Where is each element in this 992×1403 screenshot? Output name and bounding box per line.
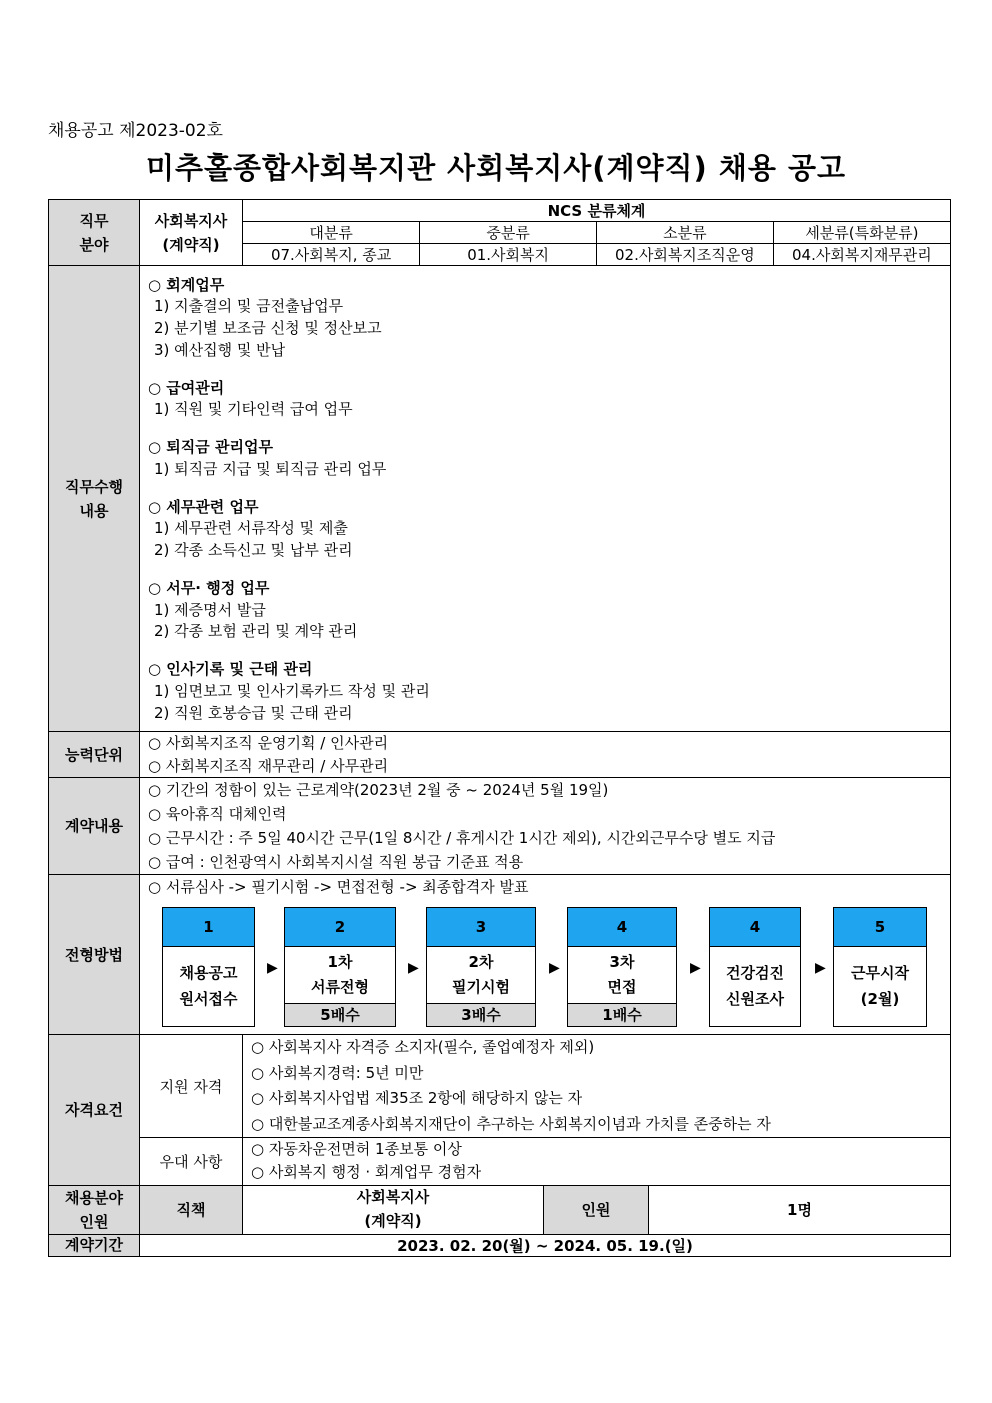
duties-row	[49, 266, 951, 732]
process-steps	[140, 875, 950, 1024]
support-content	[243, 1035, 951, 1138]
count-label: 인원	[544, 1185, 649, 1234]
ncs-header-minor: 소분류	[597, 222, 774, 244]
duty-item: 1) 퇴직금 지급 및 퇴직금 관리 업무	[154, 459, 387, 478]
ability-label: 능력단위	[49, 732, 140, 778]
step-line: 필기시험	[452, 978, 510, 996]
duty-item: 1) 제증명서 발급	[154, 600, 266, 619]
duty-item: 1) 세무관련 서류작성 및 제출	[154, 519, 348, 538]
step-line: 신원조사	[726, 989, 784, 1008]
period-label: 계약기간	[49, 1234, 140, 1256]
headcount-row	[49, 1185, 951, 1234]
step-line: 원서접수	[179, 989, 238, 1008]
step-number: 3	[427, 908, 535, 947]
position-value: 사회복지사 (계약직)	[243, 1185, 544, 1234]
step-number: 2	[285, 908, 395, 947]
contract-label: 계약내용	[49, 778, 140, 875]
step-line: 2차	[468, 952, 494, 971]
process-label: 전형방법	[49, 875, 140, 1035]
step-number: 5	[834, 908, 926, 947]
job-title-cell: 사회복지사 (계약직)	[140, 200, 243, 266]
step-5	[709, 907, 801, 1027]
support-item: ○ 사회복지경력: 5년 미만	[251, 1063, 424, 1082]
duty-section-head: ○ 서무· 행정 업무	[148, 578, 270, 597]
preference-item: ○ 사회복지 행정 · 회계업무 경험자	[251, 1163, 482, 1182]
step-6	[833, 907, 927, 1027]
step-line: 근무시작	[851, 964, 909, 982]
duty-item: 2) 각종 보험 관리 및 계약 관리	[154, 622, 358, 641]
process-row	[49, 875, 951, 1035]
ability-row	[49, 732, 951, 778]
duty-section-head: ○ 급여관리	[148, 378, 225, 397]
step-1	[162, 907, 255, 1027]
ncs-header-detail: 세분류(특화분류)	[773, 222, 950, 244]
step-line: 1차	[327, 952, 353, 971]
ability-content	[140, 732, 951, 778]
preference-row	[49, 1138, 951, 1186]
duty-item: 3) 예산집행 및 반납	[154, 340, 286, 359]
arrow-icon: ▶	[690, 960, 701, 976]
contract-row	[49, 778, 951, 875]
ncs-value-middle: 01.사회복지	[420, 244, 597, 266]
duties-label: 직무수행 내용	[49, 266, 140, 732]
step-line: 채용공고	[179, 964, 238, 982]
duty-section-head: ○ 회계업무	[148, 275, 225, 294]
qualification-label: 자격요건	[49, 1035, 140, 1186]
arrow-icon: ▶	[408, 960, 419, 976]
ability-item: ○ 사회복지조직 재무관리 / 사무관리	[148, 756, 389, 775]
process-content	[140, 875, 951, 1035]
arrow-icon: ▶	[267, 960, 278, 976]
step-3	[426, 907, 536, 1027]
step-number: 4	[710, 908, 800, 947]
duty-item: 1) 직원 및 기타인력 급여 업무	[154, 400, 353, 419]
step-2	[284, 907, 396, 1027]
preference-label: 우대 사항	[140, 1138, 243, 1186]
ncs-classification	[243, 200, 951, 266]
step-multiplier: 5배수	[285, 1003, 395, 1026]
ncs-value-detail: 04.사회복지재무관리	[773, 244, 950, 266]
ncs-value-minor: 02.사회복지조직운영	[597, 244, 774, 266]
step-number: 1	[163, 908, 254, 947]
duty-item: 1) 지출결의 및 금전출납업무	[154, 297, 344, 316]
period-value: 2023. 02. 20(월) ~ 2024. 05. 19.(일)	[140, 1234, 951, 1256]
contract-item: ○ 육아휴직 대체인력	[148, 805, 287, 823]
period-row	[49, 1234, 951, 1256]
support-item: ○ 대한불교조계종사회복지재단이 추구하는 사회복지이념과 가치를 존중하는 자	[251, 1114, 771, 1133]
step-4	[567, 907, 677, 1027]
step-line: 서류전형	[311, 978, 369, 996]
step-line: 3차	[609, 952, 635, 971]
process-summary: ○ 서류심사 -> 필기시험 -> 면접전형 -> 최종합격자 발표	[148, 878, 529, 896]
contract-item: ○ 기간의 정함이 있는 근로계약(2023년 2월 중 ~ 2024년 5월 19일)	[148, 781, 609, 799]
job-field-row	[49, 200, 951, 266]
duty-item: 2) 각종 소득신고 및 납부 관리	[154, 541, 353, 560]
preference-content	[243, 1138, 951, 1186]
arrow-icon: ▶	[549, 960, 560, 976]
duty-section-head: ○ 퇴직금 관리업무	[148, 438, 273, 457]
count-value: 1명	[649, 1185, 951, 1234]
contract-content	[140, 778, 951, 875]
step-line: 면접	[607, 978, 637, 996]
headcount-label: 채용분야 인원	[49, 1185, 140, 1234]
qualification-row	[49, 1035, 951, 1138]
support-item: ○ 사회복지사 자격증 소지자(필수, 졸업예정자 제외)	[251, 1038, 595, 1056]
ncs-header-middle: 중분류	[420, 222, 597, 244]
job-field-label: 직무 분야	[49, 200, 140, 266]
duty-item: 1) 임면보고 및 인사기록카드 작성 및 관리	[154, 681, 430, 700]
support-label: 지원 자격	[140, 1035, 243, 1138]
step-line: (2월)	[860, 989, 900, 1008]
contract-item: ○ 급여 : 인천광역시 사회복지시설 직원 봉급 기준표 적용	[148, 853, 524, 871]
duty-item: 2) 분기별 보조금 신청 및 정산보고	[154, 319, 382, 338]
step-line: 건강검진	[726, 964, 784, 982]
arrow-icon: ▶	[815, 960, 826, 976]
position-label: 직책	[140, 1185, 243, 1234]
page-title: 미추홀종합사회복지관 사회복지사(계약직) 채용 공고	[145, 151, 847, 185]
duty-section-head: ○ 세무관련 업무	[148, 497, 259, 516]
ability-item: ○ 사회복지조직 운영기획 / 인사관리	[148, 734, 389, 752]
step-multiplier: 1배수	[568, 1003, 676, 1026]
notice-number: 채용공고 제2023-02호	[48, 121, 223, 141]
ncs-header-major: 대분류	[243, 222, 420, 244]
step-multiplier: 3배수	[427, 1003, 535, 1026]
recruitment-table	[48, 199, 951, 1257]
duty-item: 2) 직원 호봉승급 및 근태 관리	[154, 703, 353, 722]
ncs-title: NCS 분류체계	[547, 202, 646, 220]
contract-item: ○ 근무시간 : 주 5일 40시간 근무(1일 8시간 / 휴게시간 1시간 제외), 시간외근무수당 별도 지급	[148, 829, 776, 847]
duty-section-head: ○ 인사기록 및 근태 관리	[148, 660, 313, 679]
support-item: ○ 사회복지사업법 제35조 2항에 해당하지 않는 자	[251, 1089, 583, 1107]
ncs-value-major: 07.사회복지, 종교	[243, 244, 420, 266]
duties-content	[140, 266, 951, 732]
preference-item: ○ 자동차운전면허 1종보통 이상	[251, 1140, 462, 1158]
step-number: 4	[568, 908, 676, 947]
